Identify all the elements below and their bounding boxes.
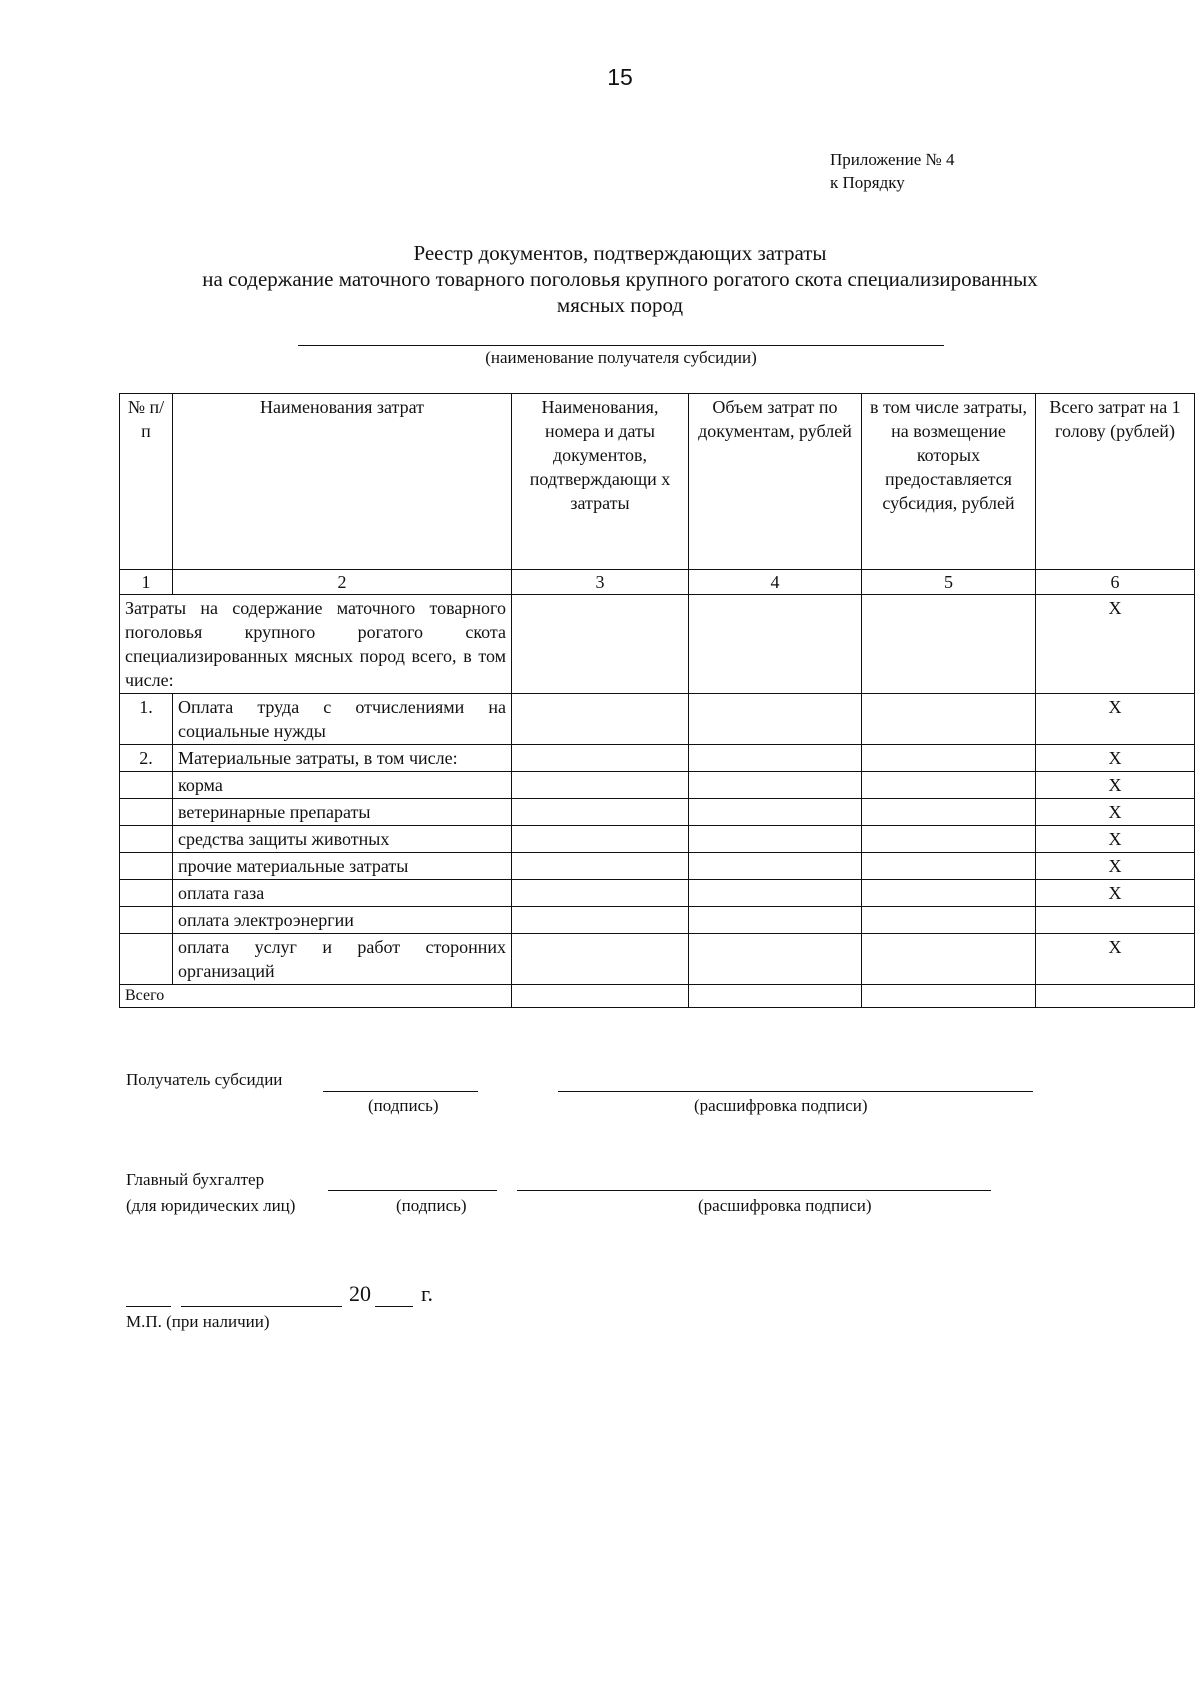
total-row — [120, 985, 1195, 1008]
not-applicable-mark: X — [1036, 595, 1195, 694]
accountant-decode-line — [517, 1190, 991, 1191]
header-cost-per-head: Всего затрат на 1 голову (рублей) — [1036, 394, 1195, 570]
row-number — [120, 934, 173, 985]
column-number-row — [120, 570, 1195, 595]
table-row — [120, 799, 1195, 826]
header-number: № п/п — [120, 394, 173, 570]
title-line-1: Реестр документов, подтверждающих затраты — [413, 241, 827, 265]
date-year-suffix: г. — [421, 1281, 434, 1306]
title-line-2: на содержание маточного товарного поголовья крупного рогатого скота специализированных — [202, 267, 1038, 291]
accountant-decode-caption: (расшифровка подписи) — [698, 1196, 872, 1215]
table-row — [120, 772, 1195, 799]
row-number: 1. — [120, 694, 173, 745]
table-cell — [862, 880, 1036, 907]
table-cell — [512, 826, 689, 853]
table-cell — [512, 853, 689, 880]
row-number — [120, 853, 173, 880]
not-applicable-mark: X — [1036, 826, 1195, 853]
table-row — [120, 745, 1195, 772]
table-cell — [512, 694, 689, 745]
table-cell — [689, 985, 862, 1008]
title-line-3: мясных пород — [556, 293, 684, 317]
row-cost-name: корма — [173, 772, 512, 799]
row-cost-name: оплата электроэнергии — [173, 907, 512, 934]
table-cell — [512, 799, 689, 826]
not-applicable-mark: X — [1036, 853, 1195, 880]
recipient-name-line — [298, 345, 944, 346]
table-header-row — [120, 394, 1195, 570]
stamp-note: М.П. (при наличии) — [126, 1312, 270, 1331]
row-number — [120, 907, 173, 934]
not-applicable-mark: X — [1036, 772, 1195, 799]
accountant-sublabel: (для юридических лиц) — [126, 1196, 296, 1215]
accountant-label: Главный бухгалтер — [126, 1170, 265, 1189]
table-cell — [512, 880, 689, 907]
recipient-signature-line — [323, 1091, 478, 1092]
header-subsidy-costs: в том числе затраты, на возмещение которых предоставляется субсидия, рублей — [862, 394, 1036, 570]
table-cell — [512, 595, 689, 694]
table-row — [120, 907, 1195, 934]
table-cell — [512, 985, 689, 1008]
row-cost-name: прочие материальные затраты — [173, 853, 512, 880]
row-cost-name: средства защиты животных — [173, 826, 512, 853]
recipient-decode-caption: (расшифровка подписи) — [694, 1096, 868, 1115]
table-cell — [512, 772, 689, 799]
table-cell — [1036, 985, 1195, 1008]
not-applicable-mark: X — [1036, 799, 1195, 826]
not-applicable-mark: X — [1036, 880, 1195, 907]
cost-register-table — [119, 393, 1195, 1008]
table-cell — [689, 907, 862, 934]
not-applicable-mark: X — [1036, 694, 1195, 745]
document-title — [0, 240, 1200, 318]
row-cost-name: оплата услуг и работ сторонних организаций — [173, 934, 512, 985]
table-cell — [862, 745, 1036, 772]
row-number — [120, 772, 173, 799]
date-day-line — [126, 1306, 171, 1307]
main-cost-label: Затраты на содержание маточного товарного поголовья крупного рогатого скота специализированных мясных пород всего, в том числе: — [120, 595, 512, 694]
header-documents: Наименования, номера и даты документов, подтверждающи х затраты — [512, 394, 689, 570]
table-cell — [862, 595, 1036, 694]
date-year-prefix: 20 — [349, 1281, 371, 1306]
date-year-line — [375, 1306, 413, 1307]
table-row — [120, 934, 1195, 985]
table-cell — [862, 985, 1036, 1008]
table-cell — [689, 694, 862, 745]
table-cell — [862, 907, 1036, 934]
appendix-reference — [830, 148, 954, 194]
recipient-caption: (наименование получателя субсидии) — [485, 348, 757, 367]
column-number: 1 — [120, 570, 173, 595]
table-row — [120, 880, 1195, 907]
table-row — [120, 694, 1195, 745]
column-number: 6 — [1036, 570, 1195, 595]
recipient-decode-line — [558, 1091, 1033, 1092]
appendix-line-2: к Порядку — [830, 173, 905, 192]
row-cost-name: ветеринарные препараты — [173, 799, 512, 826]
row-cost-name: Оплата труда с отчислениями на социальные нужды — [173, 694, 512, 745]
column-number: 5 — [862, 570, 1036, 595]
table-row — [120, 853, 1195, 880]
column-number: 2 — [173, 570, 512, 595]
table-cell — [862, 853, 1036, 880]
row-number — [120, 880, 173, 907]
table-cell — [689, 853, 862, 880]
accountant-signature-line — [328, 1190, 497, 1191]
total-label: Всего — [120, 985, 512, 1008]
table-cell — [689, 934, 862, 985]
column-number: 4 — [689, 570, 862, 595]
table-cell — [862, 799, 1036, 826]
date-month-line — [181, 1306, 342, 1307]
not-applicable-mark — [1036, 907, 1195, 934]
row-cost-name: оплата газа — [173, 880, 512, 907]
recipient-label: Получатель субсидии — [126, 1070, 283, 1089]
table-cell — [512, 934, 689, 985]
table-cell — [689, 595, 862, 694]
table-cell — [862, 772, 1036, 799]
header-cost-volume: Объем затрат по документам, рублей — [689, 394, 862, 570]
not-applicable-mark: X — [1036, 745, 1195, 772]
accountant-signature-caption: (подпись) — [396, 1196, 467, 1215]
table-row — [120, 826, 1195, 853]
table-cell — [689, 799, 862, 826]
table-cell — [862, 694, 1036, 745]
appendix-line-1: Приложение № 4 — [830, 150, 955, 169]
page-number: 15 — [607, 64, 633, 90]
table-cell — [689, 880, 862, 907]
main-cost-row — [120, 595, 1195, 694]
row-number — [120, 826, 173, 853]
table-cell — [512, 745, 689, 772]
header-cost-name: Наименования затрат — [173, 394, 512, 570]
row-number: 2. — [120, 745, 173, 772]
recipient-signature-caption: (подпись) — [368, 1096, 439, 1115]
row-cost-name: Материальные затраты, в том числе: — [173, 745, 512, 772]
not-applicable-mark: X — [1036, 934, 1195, 985]
table-cell — [689, 745, 862, 772]
table-cell — [862, 934, 1036, 985]
column-number: 3 — [512, 570, 689, 595]
table-cell — [862, 826, 1036, 853]
row-number — [120, 799, 173, 826]
table-cell — [512, 907, 689, 934]
table-cell — [689, 772, 862, 799]
table-cell — [689, 826, 862, 853]
